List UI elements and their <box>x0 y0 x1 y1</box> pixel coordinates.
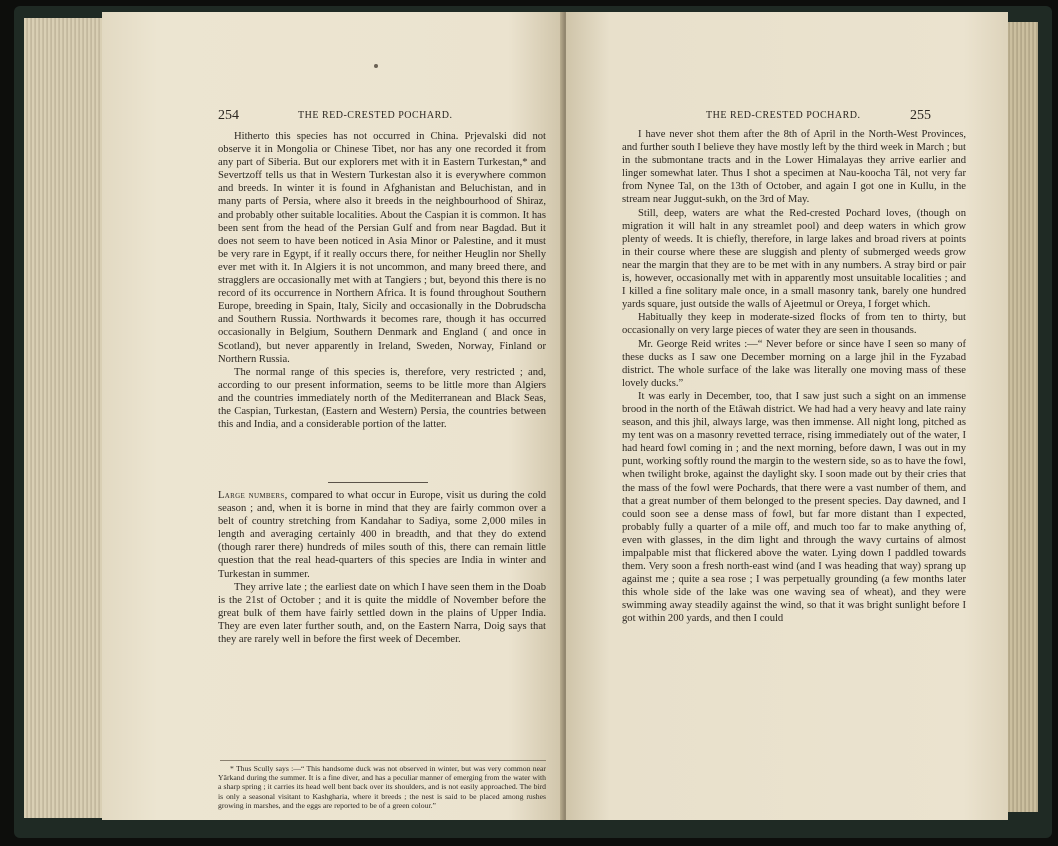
body-text-section <box>218 489 546 646</box>
paragraph: Still, deep, waters are what the Red-crested Pochard loves, (though on migration it will halt in any streamlet pool) and deep waters in which grow plenty of weeds. It is chiefly, therefore, in large lakes and broad rivers at points in their course where these are sluggish and plenty of submerged weeds grow near the margin that they are to be met with in any numbers. A stray bird or pair is, however, occasionally met with in apparently most unsuitable localities ; and I killed a fine solitary male once, in a small masonry tank, barely one hundred yards square, just outside the walls of Ajeetmul or Oreya, I forget which. <box>622 207 966 311</box>
paragraph: The normal range of this species is, therefore, very restricted ; and, according to our present information, seems to be little more than Algiers and the countries immediately north of the Mediterranean and Black Seas, the Caspian, Turkestan, (Eastern and Western) Persia, the countries between this and India, and a considerable portion of the latter. <box>218 366 546 431</box>
footnote-text: * Thus Scully says :—“ This handsome duck was not observed in winter, but was very common near Yârkand during the summer. It is a fine diver, and has a peculiar manner of emerging from the water with a sharp spring ; it carries its head well bent back over its shoulders, and is not easily approached. The bird is only a seasonal visitant to Kashgharia, where it breeds ; the nest is said to be placed among rushes growing in marshes, and the eggs are reported to be of a green colour.” <box>218 764 546 810</box>
paragraph: They arrive late ; the earliest date on which I have seen them in the Doab is the 21st of October ; and it is quite the middle of November before the great bulk of them have fairly settled down in the plains of Upper India. They are even later further south, and, on the Eastern Narra, Doig says that they are rarely well in before the first week of December. <box>218 581 546 646</box>
running-head: THE RED-CRESTED POCHARD. <box>298 110 453 121</box>
page-number: 255 <box>910 108 931 123</box>
section-lead: Large numbers, <box>218 490 288 501</box>
left-page <box>102 12 564 820</box>
paragraph <box>218 489 546 581</box>
page-number: 254 <box>218 108 239 123</box>
footnote-rule <box>220 760 546 761</box>
page-edges-right <box>1006 22 1038 812</box>
body-text <box>218 130 546 431</box>
paragraph: Habitually they keep in moderate-sized flocks of from ten to thirty, but occasionally on very large pieces of water they are seen in thousands. <box>622 312 966 337</box>
page-edges-left <box>24 18 106 818</box>
paragraph: It was early in December, too, that I saw just such a sight on an immense brood in the north of the Etâwah district. We had had a very heavy and late rainy season, and this jhil, always large, was then immense. All night long, pitched as my tent was on a masonry revetted terrace, rising immediately out of the water, I had heard fowl coming in ; and the next morning, before dawn, I was out in my punt, working softly round the margin to the western side, so as to have the fowl, when twilight broke, against the daylight sky. I soon made out by their cries that the mass of the fowl were Pochards, that there were a vast number of them, and that a great number of them belonged to the present species. Day dawned, and I could soon see a dense mass of fowl, but far more distant than I expected, probably fully a quarter of a mile off, and much too far to make anything of, even with glasses, in the dim light and through the wavy curtains of almost impalpable mist that flickered above the water. Lying down I paddled towards them. Very soon a fresh north-east wind (and I was heading that way) sprang up against me ; quite a sea rose ; I was perpetually grounding (a few months later this whole side of the lake was one waving sea of wheat), and they were swimming away steadily against the wind, so that it was bright sunlight before I got within 200 yards, and then I could <box>622 390 966 625</box>
paragraph: Hitherto this species has not occurred in China. Prjevalski did not observe it in Mongolia or Chinese Tibet, nor has any one recorded it from any part of Siberia. But our explorers met with it in Eastern Turkestan,* and Severtzoff tells us that in Western Turkestan also it is everywhere common and breeds. In winter it is found in Afghanistan and Beluchistan, and in many parts of Persia, where also it breeds in the neighbourhood of Shiraz, and probably other suitable localities. About the Caspian it is common. It has been sent from the head of the Persian Gulf and from near Bagdad. But it does not seem to have been noticed in Asia Minor or Palestine, and it must be very rare in Egypt, if it really occurs there, for neither Heuglin nor Shelly ever met with it. In Algiers it is not uncommon, and many breed there, and stragglers are occasionally met with at Tangiers ; but, beyond this there is no record of its occurrence in Northern Africa. It is found throughout Southern Europe, breeding in Spain, Italy, Sicily and occasionally in the Dobrudscha and Southern Russia. Northwards it becomes rare, though it has occurred occasionally in Belgium, Southern Denmark and England ( and once in Scotland), but never apparently in Ireland, Sweden, Norway, Finland or Northern Russia. <box>218 131 546 365</box>
body-text <box>622 128 966 626</box>
right-page <box>566 12 1008 820</box>
footnote <box>218 764 546 810</box>
paragraph: I have never shot them after the 8th of April in the North-West Provinces, and further south I believe they have mostly left by the third week in March ; but in the submontane tracts and in the Lower Himalayas they arrive earlier and linger somewhat later. Thus I shot a specimen at Nau-koocha Tâl, not very far from Nynee Tal, on the 13th of October, and again I got one in Kullu, in the stream near Juggut-sukh, on the 3rd of May. <box>622 129 966 206</box>
section-text: compared to what occur in Europe, visit us during the cold season ; and, when it is borne in mind that they are fairly common over a belt of country stretching from Kandahar to Sadiya, some 2,000 miles in length and averaging certainly 400 in breadth, and that they do extend (though rarer there) hundreds of miles south of this, there can remain little question that the real head-quarters of this species are India in winter and Turkestan in summer. <box>218 490 546 580</box>
section-divider <box>328 482 428 483</box>
paragraph: Mr. George Reid writes :—“ Never before or since have I seen so many of these ducks as I saw one December morning on a large jhil in the Fyzabad district. The whole surface of the lake was literally one moving mass of these lovely ducks.” <box>622 338 966 389</box>
ink-dot <box>374 64 378 68</box>
running-head: THE RED-CRESTED POCHARD. <box>706 110 861 121</box>
